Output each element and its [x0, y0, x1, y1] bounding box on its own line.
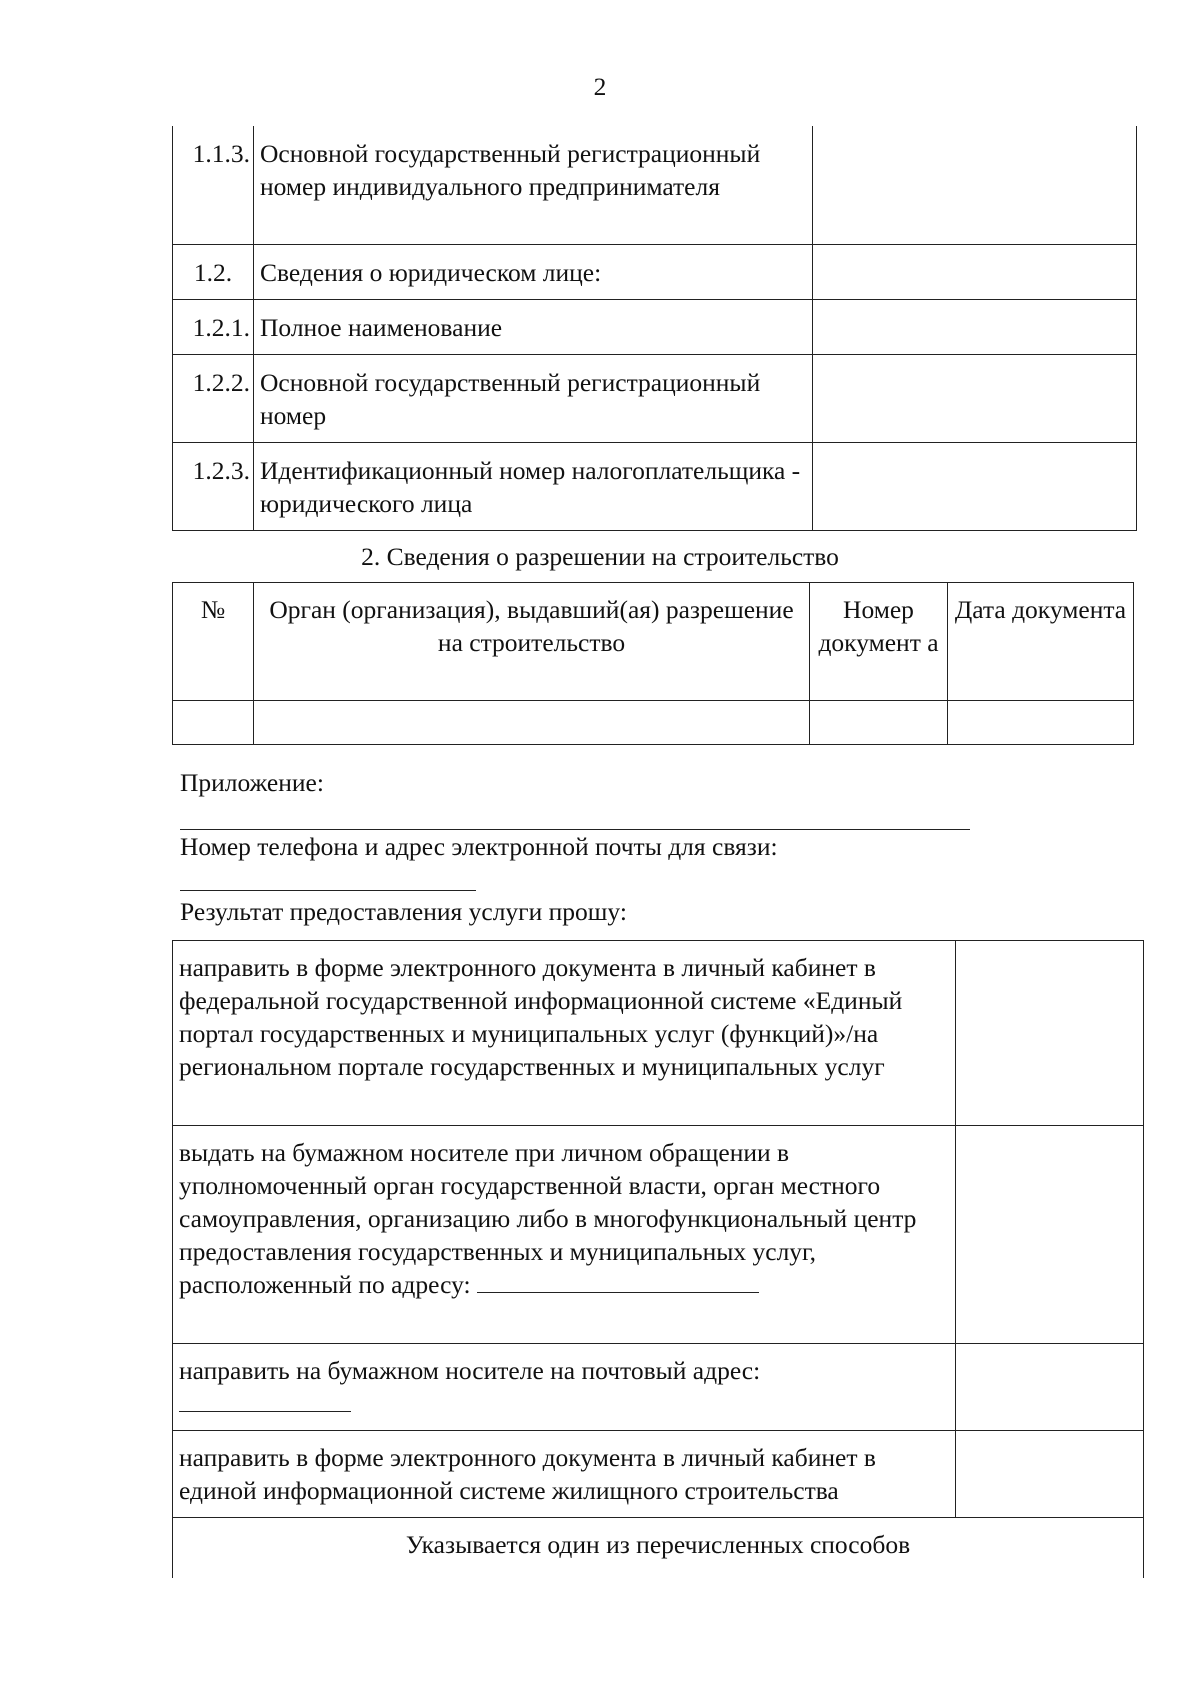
row-label: Основной государственный регистрационный номер индивидуального предпринимателя [254, 126, 813, 245]
column-header-doc-date: Дата документа [948, 583, 1134, 701]
table-row [173, 941, 1144, 1126]
column-header-number: № [173, 583, 254, 701]
note-row [173, 1518, 1144, 1579]
page-number: 2 [593, 72, 607, 101]
table-row [173, 355, 1137, 443]
cell-doc-number[interactable] [810, 701, 948, 745]
row-number: 1.2.3. [173, 443, 254, 531]
row-value-cell[interactable] [813, 443, 1137, 531]
row-label: Основной государственный регистрационный номер [254, 355, 813, 443]
table-row [173, 443, 1137, 531]
row-value-cell[interactable] [813, 355, 1137, 443]
row-number: 1.2.2. [173, 355, 254, 443]
row-label: Идентификационный номер налогоплательщика - юридического лица [254, 443, 813, 531]
option-select-cell[interactable] [956, 1344, 1144, 1431]
cell-authority[interactable] [254, 701, 810, 745]
column-header-doc-number: Номер документ а [810, 583, 948, 701]
cell-doc-date[interactable] [948, 701, 1134, 745]
option-text: направить в форме электронного документа в личный кабинет в федеральной государственной информационной системе «Единый портал государственных и муниципальных услуг (функций)»/на региональном портале государственных и муниципальных услуг [173, 941, 956, 1126]
option-text: направить на бумажном носителе на почтовый адрес: [179, 1356, 761, 1385]
row-number: 1.2.1. [173, 300, 254, 355]
table-row [173, 1431, 1144, 1518]
note-text: Указывается один из перечисленных способов [173, 1518, 1144, 1579]
row-number: 1.1.3. [173, 126, 254, 245]
table-row [173, 701, 1134, 745]
row-number: 1.2. [173, 245, 254, 300]
table-row [173, 245, 1137, 300]
option-select-cell[interactable] [956, 941, 1144, 1126]
table-row [173, 126, 1137, 245]
option-cell [173, 1344, 956, 1431]
cell-number[interactable] [173, 701, 254, 745]
row-label: Сведения о юридическом лице: [254, 245, 813, 300]
result-method-table [172, 940, 1144, 1578]
column-header-authority: Орган (организация), выдавший(ая) разрешение на строительство [254, 583, 810, 701]
attachment-label: Приложение: [180, 768, 324, 797]
option-cell [173, 1126, 956, 1344]
row-value-cell[interactable] [813, 300, 1137, 355]
permit-table [172, 582, 1134, 745]
section-2-title: 2. Сведения о разрешении на строительство [361, 542, 839, 571]
option-text: направить в форме электронного документа в личный кабинет в единой информационной системе жилищного строительства [173, 1431, 956, 1518]
option-select-cell[interactable] [956, 1126, 1144, 1344]
postal-address-blank-line[interactable] [179, 1393, 351, 1412]
row-label: Полное наименование [254, 300, 813, 355]
option-select-cell[interactable] [956, 1431, 1144, 1518]
table-header-row [173, 583, 1134, 701]
table-row [173, 1344, 1144, 1431]
row-value-cell[interactable] [813, 245, 1137, 300]
contact-label: Номер телефона и адрес электронной почты для связи: [180, 832, 778, 861]
table-row [173, 300, 1137, 355]
row-value-cell[interactable] [813, 126, 1137, 245]
contact-blank-line[interactable] [180, 890, 476, 891]
table-row [173, 1126, 1144, 1344]
applicant-info-table [172, 126, 1137, 531]
address-blank-line[interactable] [477, 1268, 759, 1293]
result-label: Результат предоставления услуги прошу: [180, 897, 627, 926]
option-text: выдать на бумажном носителе при личном обращении в уполномоченный орган государственной власти, орган местного самоуправления, организацию либо в многофункциональный центр предоставления государственных и муниципальных услуг, расположенный по адресу: [179, 1138, 917, 1299]
